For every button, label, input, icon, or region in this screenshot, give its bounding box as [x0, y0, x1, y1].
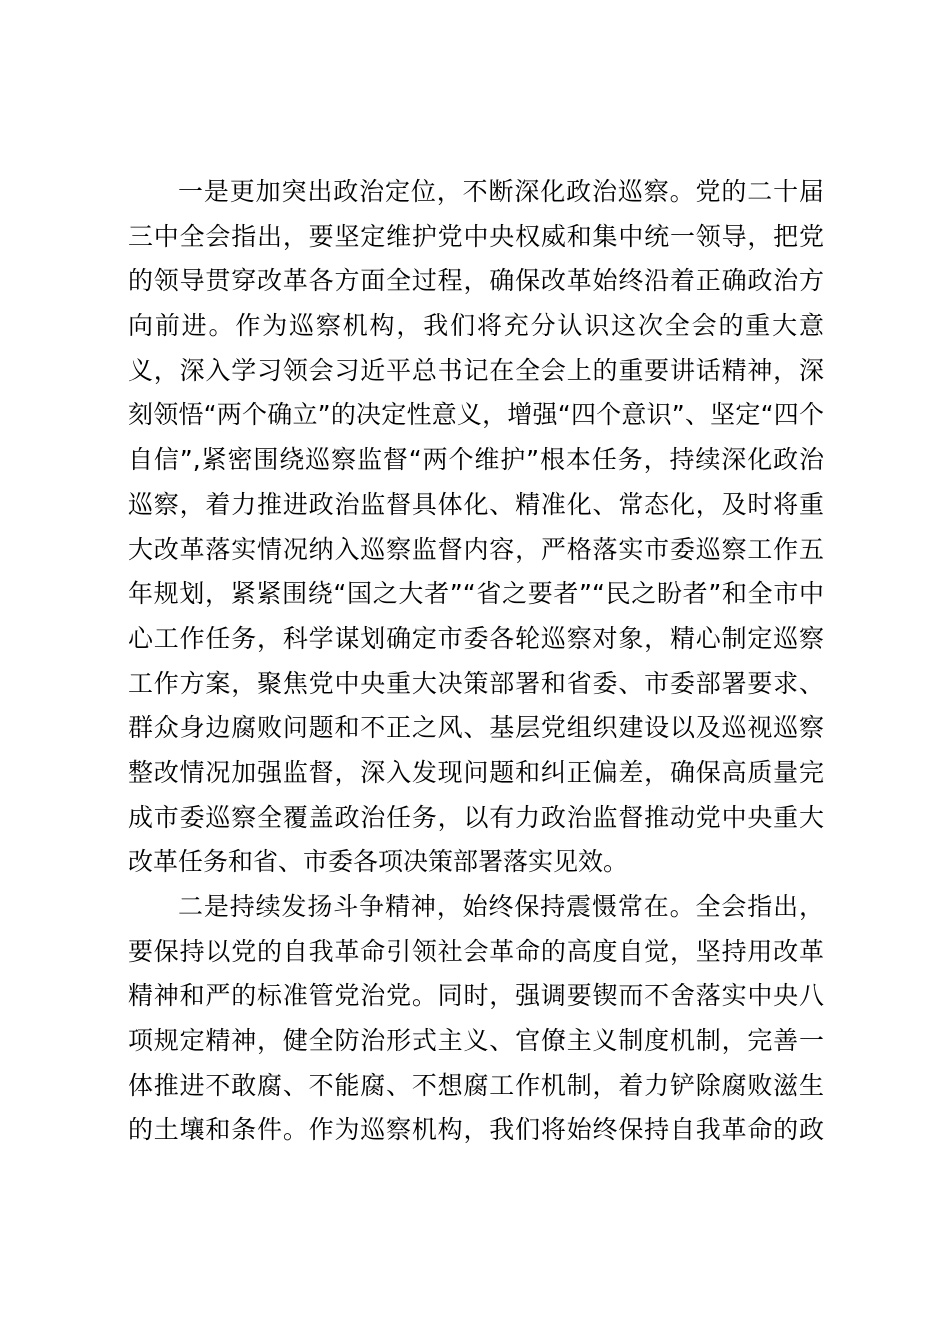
text-line: 工作方案，聚焦党中央重大决策部署和省委、市委部署要求、: [128, 668, 824, 698]
text-line: 整改情况加强监督，深入发现问题和纠正偏差，确保高质量完: [128, 757, 824, 787]
text-line: 要保持以党的自我革命引领社会革命的高度自觉，坚持用改革: [128, 936, 824, 966]
paragraph-political-inspection: [128, 170, 824, 885]
text-line: 向前进。作为巡察机构，我们将充分认识这次全会的重大意: [128, 311, 824, 341]
text-line: 年规划，紧紧围绕“国之大者”“省之要者”“民之盼者”和全市中: [128, 579, 824, 609]
paragraph-fighting-spirit: [128, 885, 824, 1153]
text-line: 大改革落实情况纳入巡察监督内容，严格落实市委巡察工作五: [128, 534, 824, 564]
text-line: 一是更加突出政治定位，不断深化政治巡察。党的二十届: [178, 177, 824, 206]
text-line: 心工作任务，科学谋划确定市委各轮巡察对象，精心制定巡察: [128, 623, 824, 653]
text-line: 义，深入学习领会习近平总书记在全会上的重要讲话精神，深: [128, 355, 824, 385]
text-line: 刻领悟“两个确立”的决定性意义，增强“四个意识”、坚定“四个: [128, 400, 824, 430]
document-body: [128, 170, 824, 1153]
text-line: 改革任务和省、市委各项决策部署落实见效。: [128, 847, 629, 877]
text-line: 精神和严的标准管党治党。同时，强调要锲而不舍落实中央八: [128, 981, 824, 1011]
text-line: 成市委巡察全覆盖政治任务，以有力政治监督推动党中央重大: [128, 802, 824, 832]
text-line: 自信”,紧密围绕巡察监督“两个维护”根本任务，持续深化政治: [128, 445, 824, 475]
text-line: 巡察，着力推进政治监督具体化、精准化、常态化，及时将重: [128, 489, 824, 519]
text-line: 体推进不敢腐、不能腐、不想腐工作机制，着力铲除腐败滋生: [128, 1070, 824, 1100]
text-line: 项规定精神，健全防治形式主义、官僚主义制度机制，完善一: [128, 1026, 824, 1056]
text-line: 二是持续发扬斗争精神，始终保持震慑常在。全会指出，: [178, 892, 824, 921]
text-line: 群众身边腐败问题和不正之风、基层党组织建设以及巡视巡察: [128, 713, 824, 743]
text-line: 的领导贯穿改革各方面全过程，确保改革始终沿着正确政治方: [128, 266, 824, 296]
text-line: 三中全会指出，要坚定维护党中央权威和集中统一领导，把党: [128, 221, 824, 251]
text-line: 的土壤和条件。作为巡察机构，我们将始终保持自我革命的政: [128, 1115, 824, 1145]
